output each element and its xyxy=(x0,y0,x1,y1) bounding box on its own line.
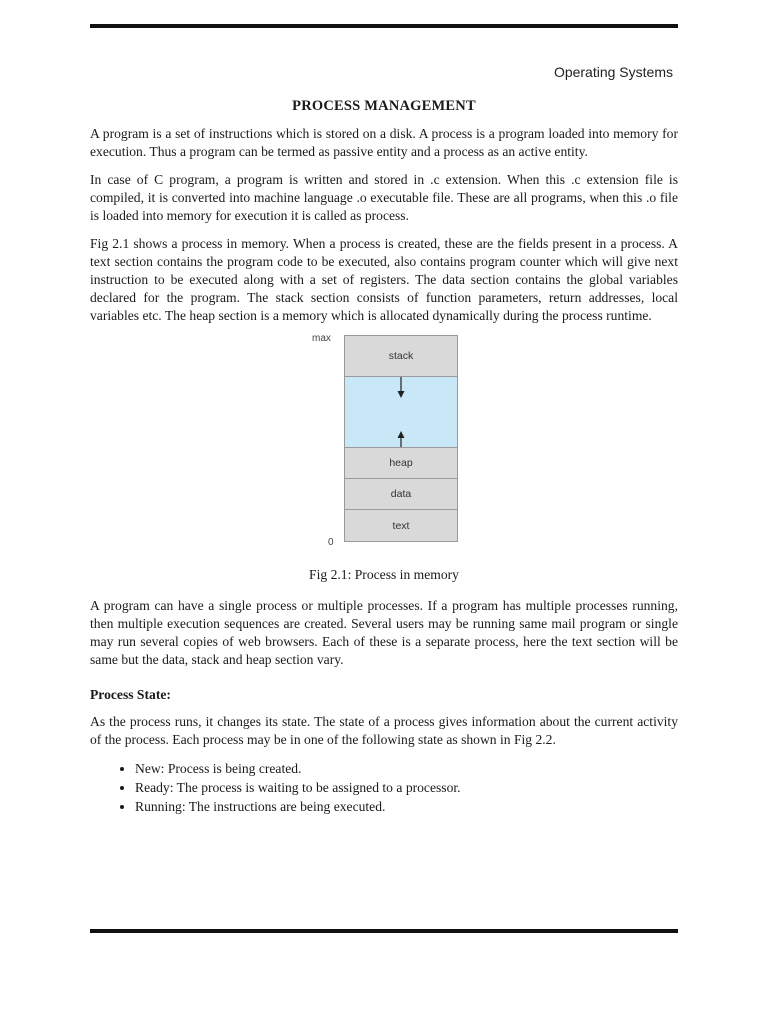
stack-segment xyxy=(345,336,457,377)
data-label: data xyxy=(390,488,412,500)
running-header: Operating Systems xyxy=(553,64,673,80)
heap-segment xyxy=(345,448,457,479)
list-item: • Running: The instructions are being executed. xyxy=(135,797,678,816)
top-rule xyxy=(90,24,678,28)
text-label: text xyxy=(392,519,410,532)
memory-diagram xyxy=(344,335,458,542)
figure-caption: Fig 2.1: Process in memory xyxy=(309,567,459,582)
stack-label: stack xyxy=(388,350,414,362)
list-item: • Ready: The process is waiting to be assigned to a processor. xyxy=(135,778,678,797)
arrow-down-icon xyxy=(396,377,406,399)
paragraph-process-memory: Fig 2.1 shows a process in memory. When a process is created, these are the fields present in a process. A text section contains the program code to be executed, also contains program counter which will give next instruction to be executed along with a set of registers. The data section contains the global variables declared for the program. The stack section consists of function parameters, return addresses, local variables etc. The heap section is a memory which is allocated dynamically during the process runtime. xyxy=(90,236,678,323)
arrow-up-icon xyxy=(396,431,406,447)
paragraph-multiple-processes: A program can have a single process or multiple processes. If a program has multiple processes running, then multiple execution sequences are created. Several users may be running same mail program or single may run several copies of web browsers. Each of these is a separate process, here the text section will be same but the data, stack and heap section vary. xyxy=(90,598,678,667)
page-title: PROCESS MANAGEMENT xyxy=(292,98,476,114)
process-state-heading: Process State: xyxy=(90,687,171,702)
document-body xyxy=(90,98,678,816)
data-segment xyxy=(345,479,457,510)
label-max: max xyxy=(312,333,331,344)
free-memory-segment xyxy=(345,377,457,448)
label-zero: 0 xyxy=(328,537,334,548)
heap-label: heap xyxy=(389,457,413,469)
paragraph-c-program: In case of C program, a program is written and stored in .c extension. When this .c extension file is compiled, it is converted into machine language .o executable file. These are all programs, when this .o file is loaded into memory for execution it is called as process. xyxy=(90,172,678,223)
bottom-rule xyxy=(90,929,678,933)
process-memory-figure xyxy=(90,335,678,559)
process-state-list xyxy=(90,759,678,816)
text-segment xyxy=(345,510,457,541)
process-state-intro: As the process runs, it changes its state. The state of a process gives information about the current activity of the process. Each process may be in one of the following state as shown in Fig 2.2. xyxy=(90,714,678,747)
list-item: • New: Process is being created. xyxy=(135,759,678,778)
paragraph-definition: A program is a set of instructions which is stored on a disk. A process is a program loaded into memory for execution. Thus a program can be termed as passive entity and a process as an active entity. xyxy=(90,126,678,159)
